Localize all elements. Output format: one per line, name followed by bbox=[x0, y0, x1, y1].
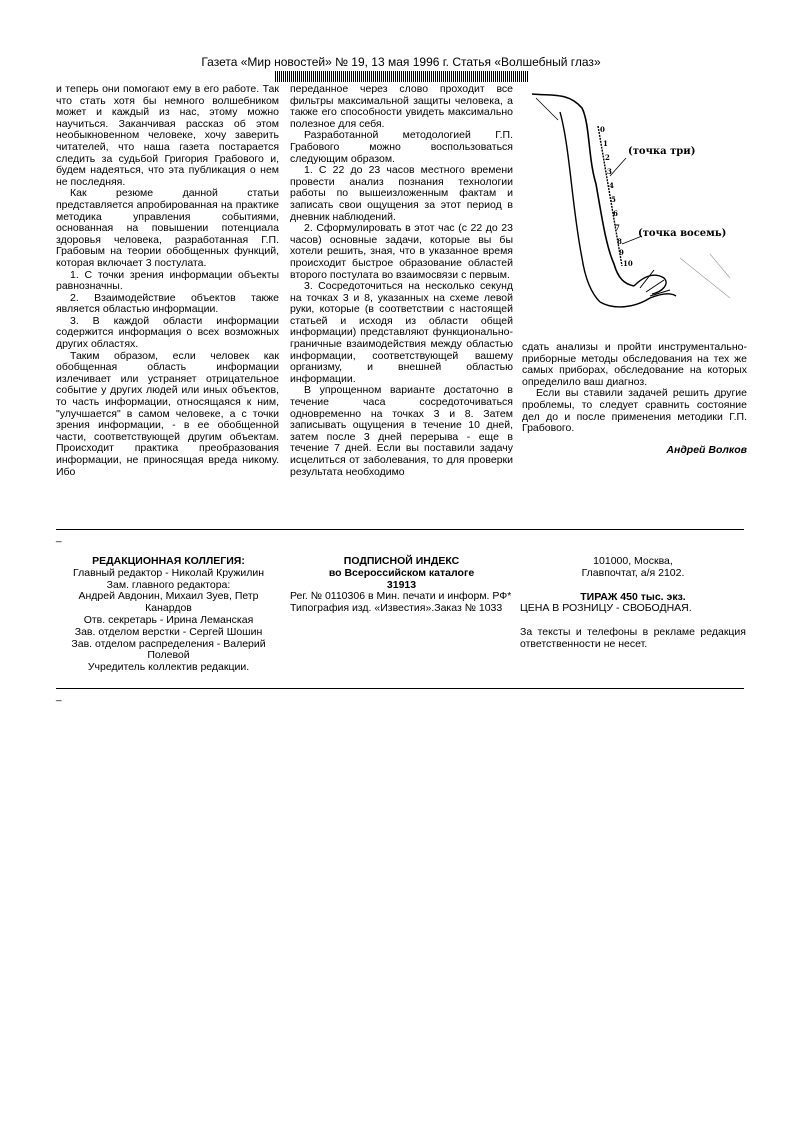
separator-mark: _ bbox=[56, 532, 62, 543]
subscription-catalog: во Всероссийском каталоге bbox=[328, 566, 475, 579]
editorial-line: Зав. отделом распределения - Валерий Полевой bbox=[71, 637, 266, 662]
scale-mark: 5 bbox=[611, 195, 616, 204]
separator-mark: _ bbox=[56, 691, 62, 702]
label-point-8: (точка восемь) bbox=[638, 228, 727, 239]
article-column-3 bbox=[522, 342, 747, 456]
step-1: 1. С 22 до 23 часов местного времени провести анализ познания технологии работы по вышеизложенным фактам и записать свои ощущения за этот период в дневник наблюдений. bbox=[290, 164, 513, 223]
page-header: Газета «Мир новостей» № 19, 13 мая 1996 г. Статья «Волшебный глаз» bbox=[201, 55, 601, 69]
author-signature: Андрей Волков bbox=[666, 443, 747, 456]
article-column-1 bbox=[56, 84, 279, 478]
editorial-line: Андрей Авдонин, Михаил Зуев, Петр Канардов bbox=[78, 590, 259, 615]
paragraph: переданное через слово проходит все фильтры максимальной защиты человека, а также его способности увидеть максимально полезное для себя. bbox=[290, 83, 513, 130]
registration: Рег. № 0110306 в Мин. печати и информ. РФ* bbox=[290, 590, 512, 603]
article-column-2 bbox=[290, 84, 513, 478]
paragraph: сдать анализы и пройти инструментально-приборные методы обследования на тех же самых приборах, обследование на которых определило ваш диагноз. bbox=[522, 341, 747, 388]
circulation: ТИРАЖ 450 тыс. экз. bbox=[580, 590, 686, 603]
disclaimer: За тексты и телефоны в рекламе редакция ответственности не несет. bbox=[520, 626, 746, 650]
paragraph: Если вы ставили задачей решить другие проблемы, то следует сравнить состояние дел до и после применения методики Г.П. Грабового. bbox=[522, 387, 747, 435]
paragraph: и теперь они помогают ему в его работе. Так что стать хотя бы немного волшебником может и каждый из нас, этому можно научиться. Заканчивая рассказ об этом необыкновенном человеке, хочу заверить читателей, что наша газета постарается следить за судьбой Григория Грабового и, будем надеяться, что эта публикация о нем не последняя. bbox=[56, 83, 279, 188]
scale-mark: 1 bbox=[603, 139, 608, 148]
editorial-line: Отв. секретарь - Ирина Леманская bbox=[83, 613, 254, 626]
scale-mark: 9 bbox=[619, 248, 624, 257]
editorial-line: Зам. главного редактора: bbox=[106, 578, 231, 591]
address-line: Главпочтат, а/я 2102. bbox=[581, 566, 685, 579]
arm-points-illustration bbox=[530, 88, 743, 314]
scale-mark: 3 bbox=[607, 167, 612, 176]
postulate-1: 1. С точки зрения информации объекты равнозначны. bbox=[56, 268, 279, 293]
paragraph: Разработанной методологией Г.П. Грабового можно воспользоваться следующим образом. bbox=[290, 129, 513, 165]
subscription-index: 31913 bbox=[386, 578, 417, 591]
printing-house: Типография изд. «Известия».Заказ № 1033 bbox=[290, 602, 503, 615]
scale-mark: 2 bbox=[605, 153, 610, 162]
editorial-line: Учредитель коллектив редакции. bbox=[87, 661, 250, 674]
paragraph: В упрощенном варианте достаточно в течение часа сосредоточиваться одновременно на точках 3 и 8. Затем записывать ощущения в течение 10 дней, затем после 3 дней перерыва - еще в течение 7 дней. Если вы поставили задачу исцелиться от заболевания, то для проверки результата необходимо bbox=[290, 384, 513, 478]
label-point-3: (точка три) bbox=[628, 146, 696, 157]
subscription-info bbox=[290, 556, 513, 615]
paragraph: Таким образом, если человек как обобщенная область информации излечивает или устраняет отрицательное событие у других людей или иных объектов, то часть информации, относящаяся к ним, "улучшается" в самом человеке, а с точки зрения информации, - в ее обобщенной части, соответствующей другим объектам. Происходит практика преобразования информации, не приносящая вреда никому. Ибо bbox=[56, 349, 279, 478]
scale-mark: 10 bbox=[623, 259, 633, 268]
address-line: 101000, Москва, bbox=[593, 555, 673, 567]
price: ЦЕНА В РОЗНИЦУ - СВОБОДНАЯ. bbox=[520, 602, 692, 615]
header-rule bbox=[275, 71, 529, 82]
divider bbox=[56, 529, 744, 530]
contacts-info bbox=[520, 556, 746, 651]
step-3: 3. Сосредоточиться на несколько секунд на точках 3 и 8, указанных на схеме левой руки, которые (в соответствии с настоящей статьей и исходя из области общей информации) представляют функционально-граничные взаимодействия между областью информации, соответствующей вашему организму, и внешней областью информации. bbox=[290, 280, 513, 385]
subscription-heading: ПОДПИСНОЙ ИНДЕКС bbox=[343, 555, 460, 567]
scale-mark: 4 bbox=[609, 181, 614, 190]
postulate-2: 2. Взаимодействие объектов также является областью информации. bbox=[56, 291, 279, 316]
scale-mark: 7 bbox=[615, 223, 620, 232]
editorial-heading: РЕДАКЦИОННАЯ КОЛЛЕГИЯ: bbox=[92, 555, 245, 567]
paragraph: Как резюме данной статьи представляется апробированная на практике методика управления событиями, основанная на повышении потенциала здоровья человека, разработанная Г.П. Грабовым на теории обобщенных функций, которая включает 3 постулата. bbox=[56, 187, 279, 269]
postulate-3: 3. В каждой области информации содержится информация о всех возможных других областях. bbox=[56, 314, 279, 351]
step-2: 2. Сформулировать в этот час (с 22 до 23 часов) основные задачи, которые вы бы хотели решить, зная, что в указанное время происходит быстрое образование областей второго постулата во взаимосвязи с первым. bbox=[290, 222, 513, 281]
scale-mark: 0 bbox=[600, 125, 605, 134]
scale-mark: 8 bbox=[617, 237, 622, 246]
editorial-board bbox=[56, 556, 281, 674]
divider bbox=[56, 688, 744, 689]
editorial-line: Главный редактор - Николай Кружилин bbox=[73, 566, 264, 579]
editorial-line: Зав. отделом верстки - Сергей Шошин bbox=[74, 625, 263, 638]
scale-mark: 6 bbox=[613, 209, 618, 218]
